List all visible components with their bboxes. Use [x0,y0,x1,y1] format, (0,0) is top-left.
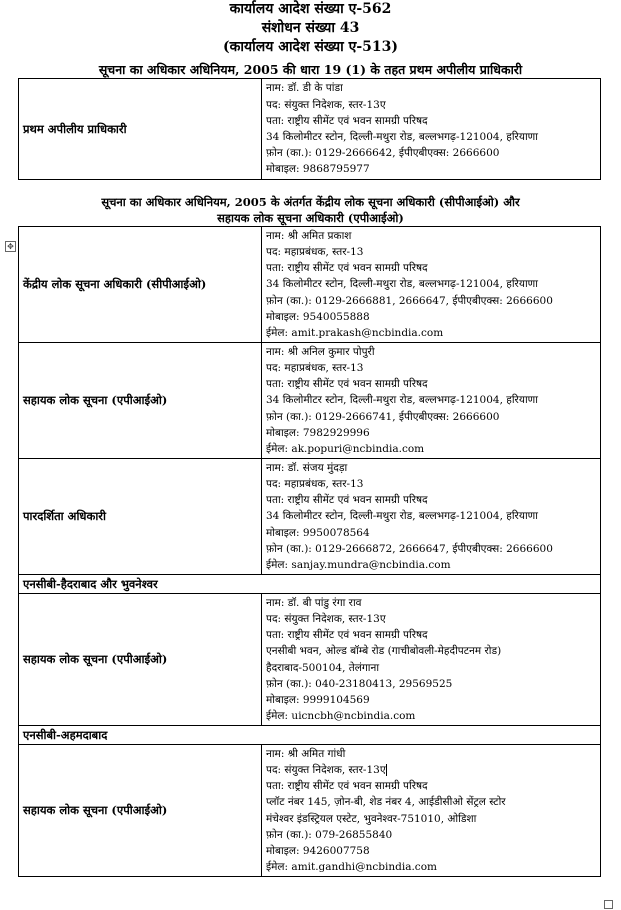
detail-line: ईमेल: amit.gandhi@ncbindia.com [266,861,437,874]
information-officers-table [18,226,601,877]
role-cell: केंद्रीय लोक सूचना अधिकारी (सीपीआईओ) [19,227,262,343]
section2-title [0,194,621,226]
details-cell [262,745,601,877]
detail-line: फ़ोन (का.): 040-23180413, 29569525 [266,677,453,690]
amendment-number: संशोधन संख्या 43 [261,20,360,36]
detail-line: नाम: श्री अमित प्रकाश [266,229,352,242]
table-row [19,745,601,877]
section2-title-line1: सूचना का अधिकार अधिनियम, 2005 के अंतर्गत केंद्रीय लोक सूचना अधिकारी (सीपीआईओ) और [101,195,520,209]
group-header-row [19,726,601,745]
details-cell [262,594,601,726]
group-header-row [19,575,601,594]
appellate-authority-table [18,78,601,180]
detail-line: ईमेल: sanjay.mundra@ncbindia.com [266,559,451,571]
role-cell: सहायक लोक सूचना (एपीआईओ) [19,343,262,459]
table-row [19,79,601,180]
detail-line: 34 किलोमीटर स्टोन, दिल्ली-मथुरा रोड, बल्लभगढ़-121004, हरियाणा [266,131,538,143]
detail-line: पद: संयुक्त निदेशक, स्तर-13ए [266,98,386,111]
detail-line: पता: राष्ट्रीय सीमेंट एवं भवन सामग्री परिषद [266,629,428,642]
role-cell: सहायक लोक सूचना (एपीआईओ) [19,594,262,726]
detail-line: फ़ोन (का.): 0129-2666881, 2666647, ईपीएबीएक्स: 2666600 [266,294,553,307]
detail-line: फ़ोन (का.): 0129-2666642, ईपीएबीएक्स: 2666600 [266,147,500,160]
detail-line: ईमेल: uicncbh@ncbindia.com [266,710,416,723]
detail-line: प्लॉट नंबर 145, ज़ोन-बी, शेड नंबर 4, आईडीसीओ सेंट्रल स्टोर [266,796,506,809]
office-order-number: कार्यालय आदेश संख्या ए-562 [229,1,392,17]
detail-line: पद: संयुक्त निदेशक, स्तर-13ए [266,612,386,625]
detail-line: 34 किलोमीटर स्टोन, दिल्ली-मथुरा रोड, बल्लभगढ़-121004, हरियाणा [266,278,538,291]
detail-line: पता: राष्ट्रीय सीमेंट एवं भवन सामग्री परिषद [266,378,428,391]
detail-line: फ़ोन (का.): 0129-2666872, 2666647, ईपीएबीएक्स: 2666600 [266,542,553,555]
group-hyderabad-bhubaneswar: एनसीबी-हैदराबाद और भुवनेश्वर [19,575,601,594]
detail-line: हैदराबाद-500104, तेलंगाना [266,661,380,674]
detail-line: पता: राष्ट्रीय सीमेंट एवं भवन सामग्री परिषद [266,114,428,127]
table-row [19,594,601,726]
table-row [19,459,601,575]
detail-line: पता: राष्ट्रीय सीमेंट एवं भवन सामग्री परिषद [266,780,428,793]
detail-line-text: पद: संयुक्त निदेशक, स्तर-13ए [266,763,386,776]
detail-line: नाम: श्री अमित गांधी [266,747,346,760]
role-cell: पारदर्शिता अधिकारी [19,459,262,575]
detail-line: पता: राष्ट्रीय सीमेंट एवं भवन सामग्री परिषद [266,494,428,507]
details-cell [262,227,601,343]
detail-line: मंचेश्वर इंडस्ट्रियल एस्टेट, भुवनेश्वर-751010, ओडिशा [266,812,477,825]
document-header [0,0,621,57]
detail-line: पद: महाप्रबंधक, स्तर-13 [266,477,364,490]
table-row [19,343,601,459]
detail-line: फ़ोन (का.): 079-26855840 [266,828,393,841]
detail-line: नाम: डॉ. बी पांडु रंगा राव [266,596,362,609]
details-cell [262,343,601,459]
detail-line: 34 किलोमीटर स्टोन, दिल्ली-मथुरा रोड, बल्लभगढ़-121004, हरियाणा [266,510,538,523]
detail-line: एनसीबी भवन, ओल्ड बॉम्बे रोड (गाचीबोवली-मेहदीपटनम रोड) [266,645,502,658]
detail-line: नाम: डॉ. संजय मुंदड़ा [266,461,348,474]
details-cell [262,459,601,575]
detail-line: 34 किलोमीटर स्टोन, दिल्ली-मथुरा रोड, बल्लभगढ़-121004, हरियाणा [266,394,538,407]
detail-line: नाम: डॉ. डी के पांडा [266,82,343,95]
table-move-handle-icon[interactable]: ✥ [5,241,16,252]
table-row [19,227,601,343]
details-cell [262,79,601,180]
detail-line: मोबाइल: 9950078564 [266,526,370,539]
role-cell: प्रथम अपीलीय प्राधिकारी [19,79,262,180]
detail-line: पता: राष्ट्रीय सीमेंट एवं भवन सामग्री परिषद [266,262,428,275]
role-cell: सहायक लोक सूचना (एपीआईओ) [19,745,262,877]
detail-line: मोबाइल: 9426007758 [266,844,370,857]
table-resize-handle[interactable] [604,900,613,909]
section1-title: सूचना का अधिकार अधिनियम, 2005 की धारा 19 (1) के तहत प्रथम अपीलीय प्राधिकारी [98,62,523,77]
group-ahmedabad: एनसीबी-अहमदाबाद [19,726,601,745]
detail-line: पद: महाप्रबंधक, स्तर-13 [266,245,364,258]
detail-line: मोबाइल: 7982929996 [266,426,370,439]
detail-line[interactable] [266,762,596,778]
detail-line: मोबाइल: 9868795977 [266,163,370,176]
previous-order-number: (कार्यालय आदेश संख्या ए-513) [222,39,399,55]
detail-line: मोबाइल: 9999104569 [266,693,370,706]
detail-line: मोबाइल: 9540055888 [266,310,370,323]
detail-line: फ़ोन (का.): 0129-2666741, ईपीएबीएक्स: 2666600 [266,410,500,423]
detail-line: ईमेल: ak.popuri@ncbindia.com [266,443,425,455]
detail-line: पद: महाप्रबंधक, स्तर-13 [266,361,364,374]
section2-title-line2: सहायक लोक सूचना अधिकारी (एपीआईओ) [217,211,404,225]
detail-line: ईमेल: amit.prakash@ncbindia.com [266,327,444,339]
detail-line: नाम: श्री अनिल कुमार पोपुरी [266,345,375,358]
text-cursor [386,764,387,776]
